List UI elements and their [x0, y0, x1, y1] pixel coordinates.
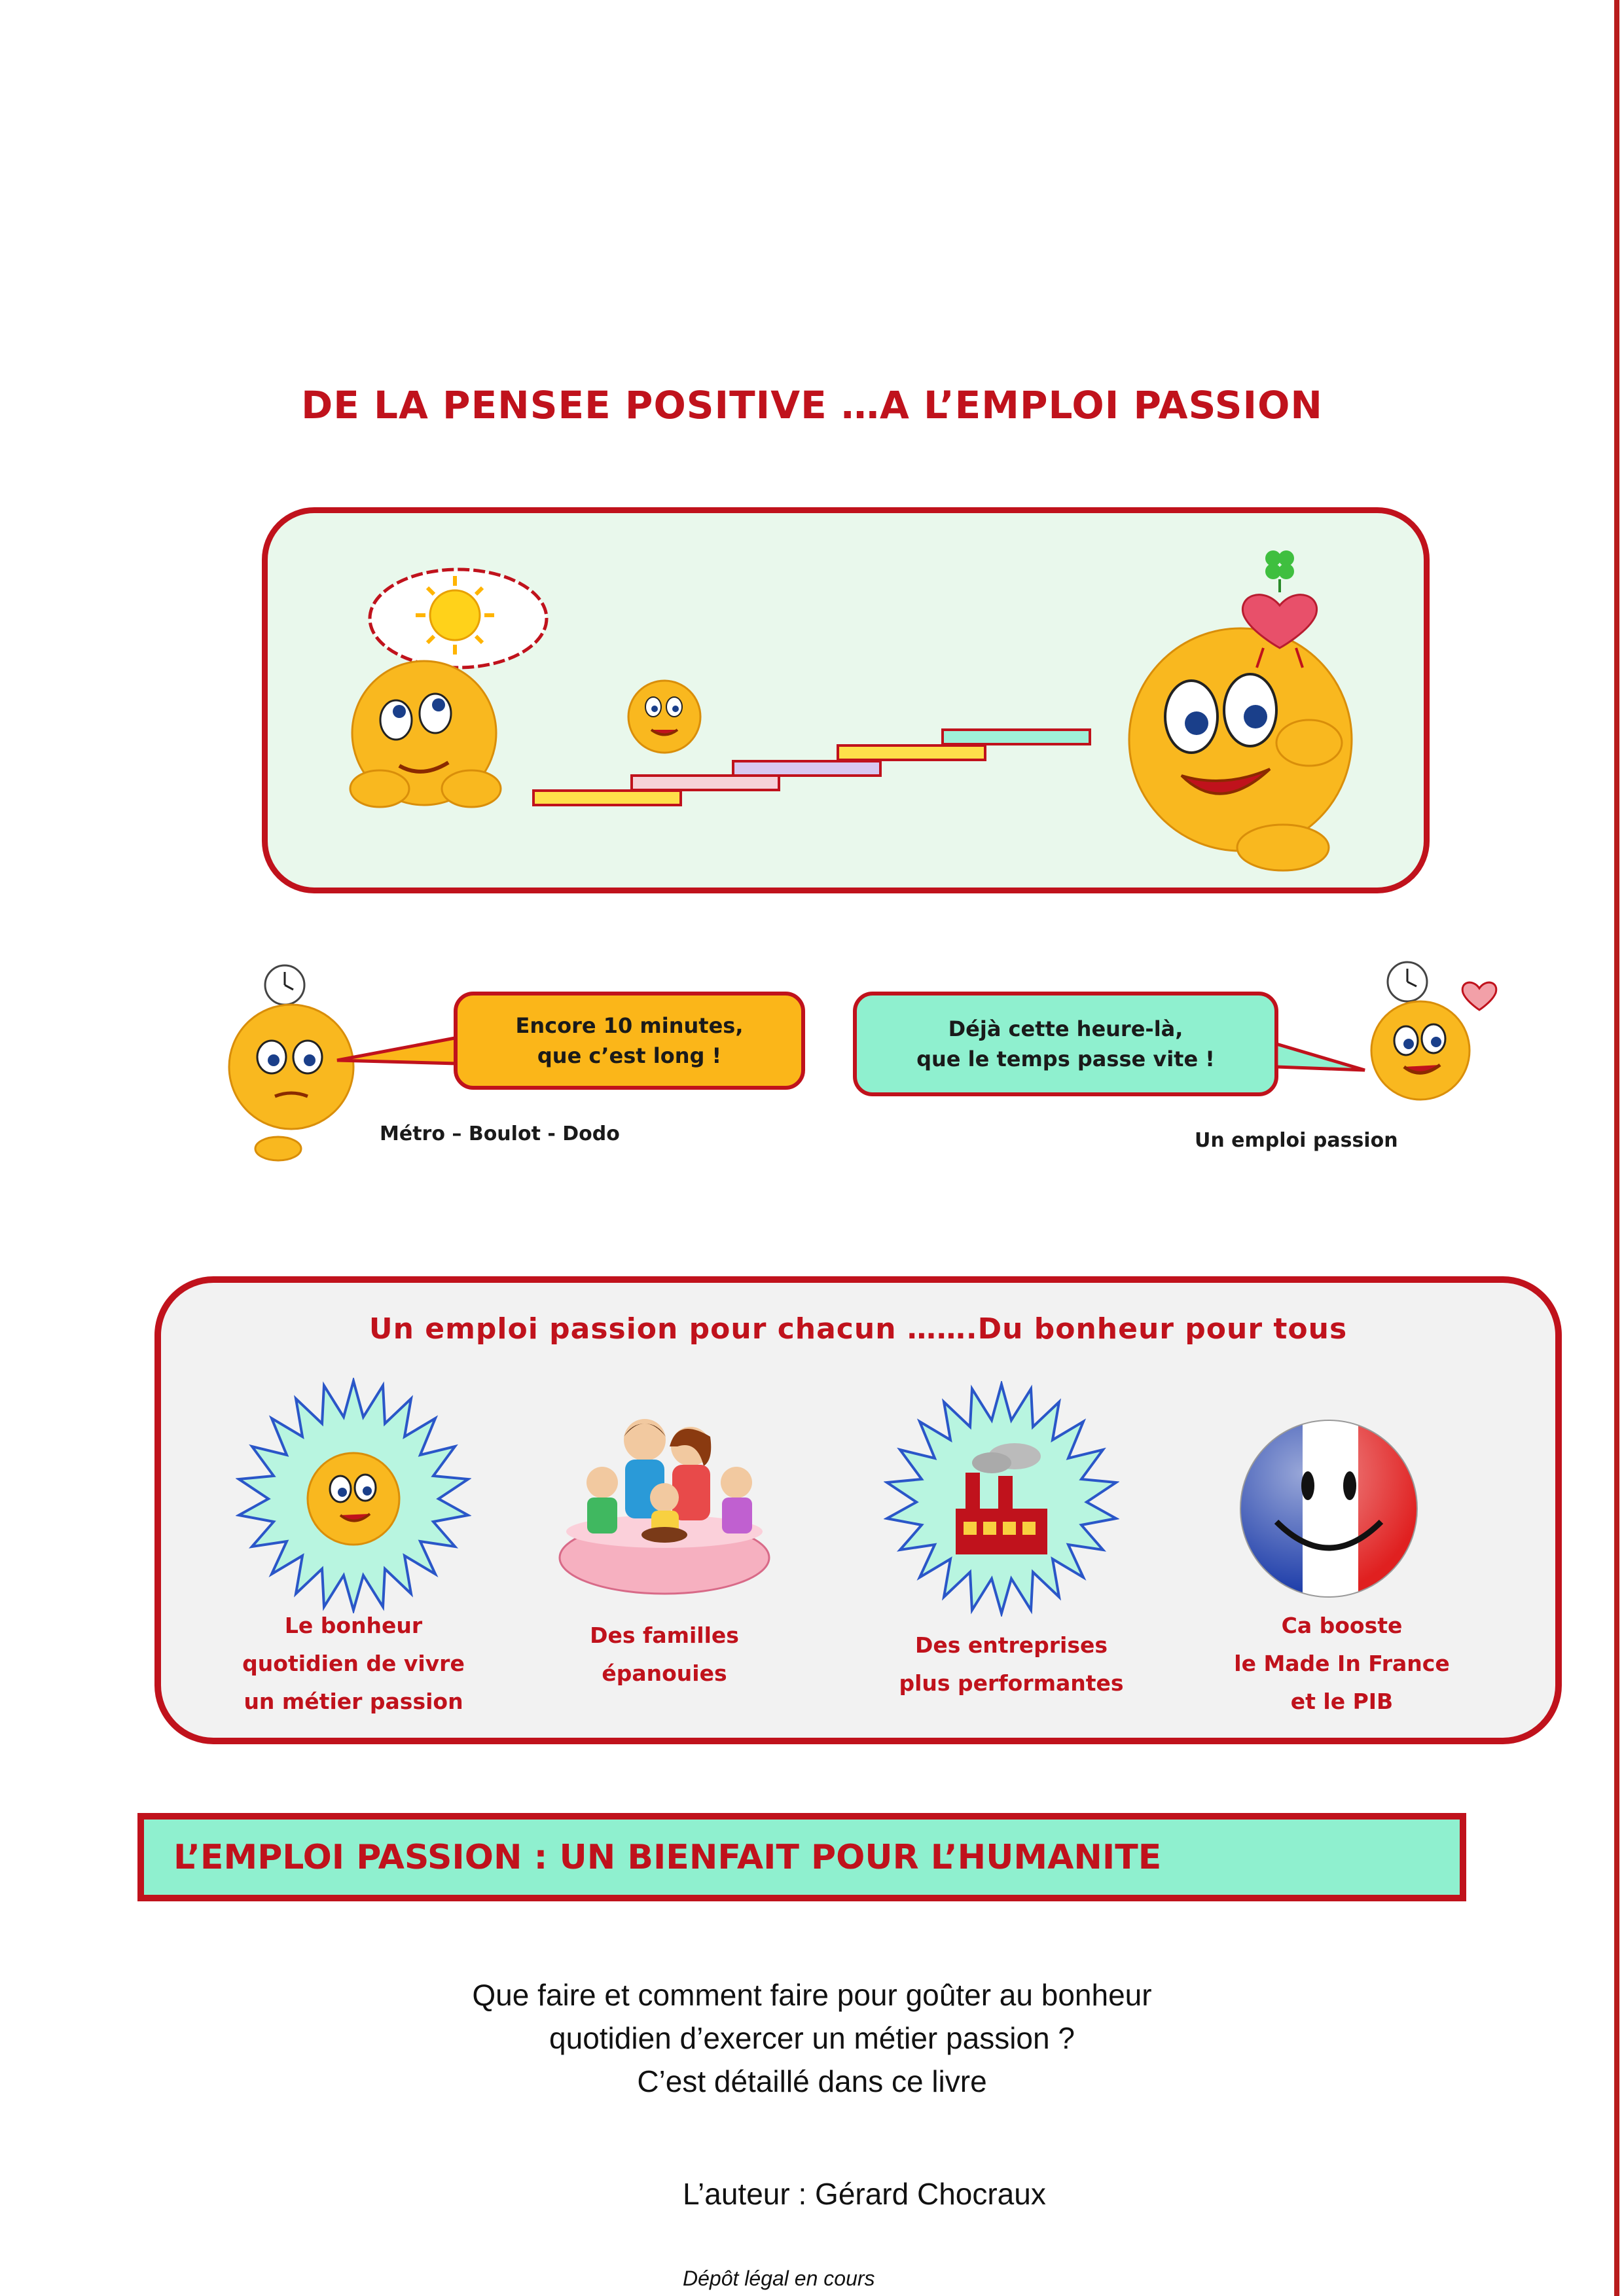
- speech-bubble-bored: Encore 10 minutes, que c’est long !: [454, 992, 805, 1090]
- staircase-illustration: [262, 507, 1430, 893]
- caption-emploi-passion: Un emploi passion: [1195, 1129, 1398, 1152]
- humanity-banner: L’EMPLOI PASSION : UN BIENFAIT POUR L’HUMANITE: [137, 1813, 1466, 1901]
- happy-clock-smiley-icon: [1348, 959, 1512, 1109]
- starburst-smiley-icon: [236, 1378, 471, 1613]
- benefit-label-4: Ca booste le Made In France et le PIB: [1234, 1613, 1450, 1714]
- benefit-label-2: Des familles épanouies: [590, 1623, 739, 1686]
- thinking-smiley-icon: [350, 661, 501, 807]
- right-border-rule: [1614, 0, 1619, 2296]
- bubble-tail-left: [331, 1034, 461, 1073]
- legal-deposit-note: Dépôt légal en cours: [683, 2267, 875, 2290]
- caption-metro-boulot-dodo: Métro – Boulot - Dodo: [380, 1122, 620, 1145]
- benefit-label-1: Le bonheur quotidien de vivre un métier passion: [242, 1613, 465, 1714]
- speech-bubble-happy: Déjà cette heure-là, que le temps passe vite !: [853, 992, 1278, 1096]
- happy-smiley-icon: [1129, 628, 1352, 870]
- benefit-label-3: Des entreprises plus performantes: [899, 1632, 1124, 1696]
- benefits-heading: Un emploi passion pour chacun …….Du bonheur pour tous: [369, 1312, 1348, 1346]
- book-question: Que faire et comment faire pour goûter au bonheur quotidien d’exercer un métier passion ? C’est détaillé dans ce livre: [472, 1978, 1152, 2098]
- starburst-factory-icon: [884, 1381, 1119, 1617]
- author-line: L’auteur : Gérard Chocraux: [683, 2177, 1046, 2211]
- page-title: DE LA PENSEE POSITIVE …A L’EMPLOI PASSION: [301, 383, 1323, 427]
- stairs-icon: [533, 730, 1090, 805]
- climbing-smiley-icon: [628, 681, 700, 753]
- french-flag-smiley-icon: [1231, 1410, 1427, 1607]
- family-dinner-icon: [547, 1401, 782, 1597]
